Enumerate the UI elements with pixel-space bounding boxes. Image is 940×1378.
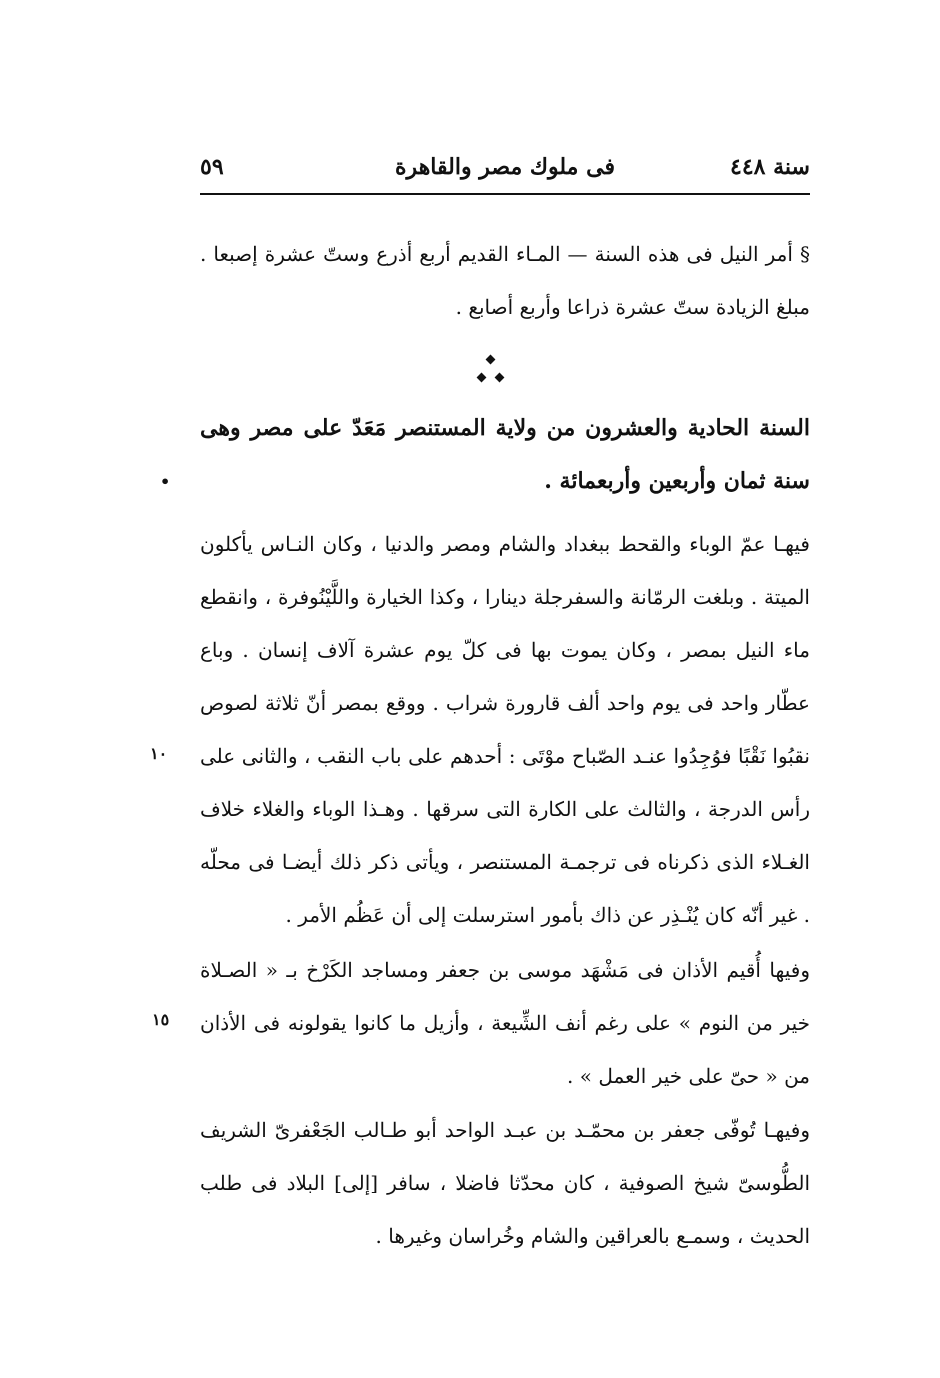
plague-paragraph: فيهـا عمّ الوباء والقحط ببغداد والشام ومصر والدنيا ، وكان النـاس يأكلون الميتة . وبلغت الرمّانة والسفرجلة دينارا ، وكذا الخيارة واللَّيْنُوفرة ، وانقطع ماء النيل بمصر ، وكان يموت بها فى كلّ يوم عشرة آلاف إنسان . وباع عطّار واحد فى يوم واحد ألف قارورة شراب . ووقع بمصر أنّ ثلاثة لصوص نقبُوا نَقْبًا فوُجِدُوا عنـد الصّباح موْتَى : أحدهم على باب النقب ، والثانى على رأس الدرجة ، والثالث على الكارة التى سرقها . وهـذا الوباء والغلاء خلاف الغـلاء الذى ذكرناه فى ترجمـة المستنصر ، ويأتى ذكر ذلك أيضـا فى محلّه . غير أنّه كان يُنْـذِر عن ذاك بأمور استرسلت إلى أن عَظُم الأمر . <box>200 532 810 927</box>
ornament-dot <box>477 373 487 383</box>
obituary-paragraph: وفيهـا تُوفّى جعفر بن محمّـد بن عبـد الواحد أبو طـالب الجَعْفرىّ الشريف الطُّوسىّ شيخ الصوفية ، كان محدّثا فاضلا ، سافر [إلى] البلاد فى طلب الحديث ، وسمـع بالعراقين والشام وخُراسان وغيرها . <box>200 1118 810 1248</box>
year-heading: السنة الحادية والعشرون من ولاية المستنصر مَعَدّ على مصر وهى سنة ثمان وأربعين وأربعمائة . <box>200 415 810 494</box>
header-title: فى ملوك مصر والقاهرة <box>395 154 615 180</box>
header-rule <box>200 193 810 195</box>
header-year: سنة ٤٤٨ <box>730 154 810 180</box>
running-header <box>200 150 810 194</box>
section-ornament <box>476 352 506 388</box>
ornament-dot <box>486 355 496 365</box>
ornament-dot <box>495 373 505 383</box>
margin-line-number: ١٠ <box>150 744 168 763</box>
page-number: ٥٩ <box>200 154 224 180</box>
nile-paragraph: § أمر النيل فى هذه السنة — المـاء القديم أربع أذرع وستّ عشرة إصبعا . مبلغ الزيادة ستّ عشرة ذراعا وأربع أصابع . <box>200 242 810 319</box>
adhan-paragraph: وفيها أُقيم الأذان فى مَشْهَد موسى بن جعفر ومساجد الكَرْخ بـ « الصـلاة خير من النوم » على رغم أنف الشِّيعة ، وأزيل ما كانوا يقولونه فى الأذان من « حىّ على خير العمل » . <box>200 958 810 1088</box>
margin-dot: • <box>160 472 171 491</box>
margin-line-number: ١٥ <box>152 1010 170 1029</box>
